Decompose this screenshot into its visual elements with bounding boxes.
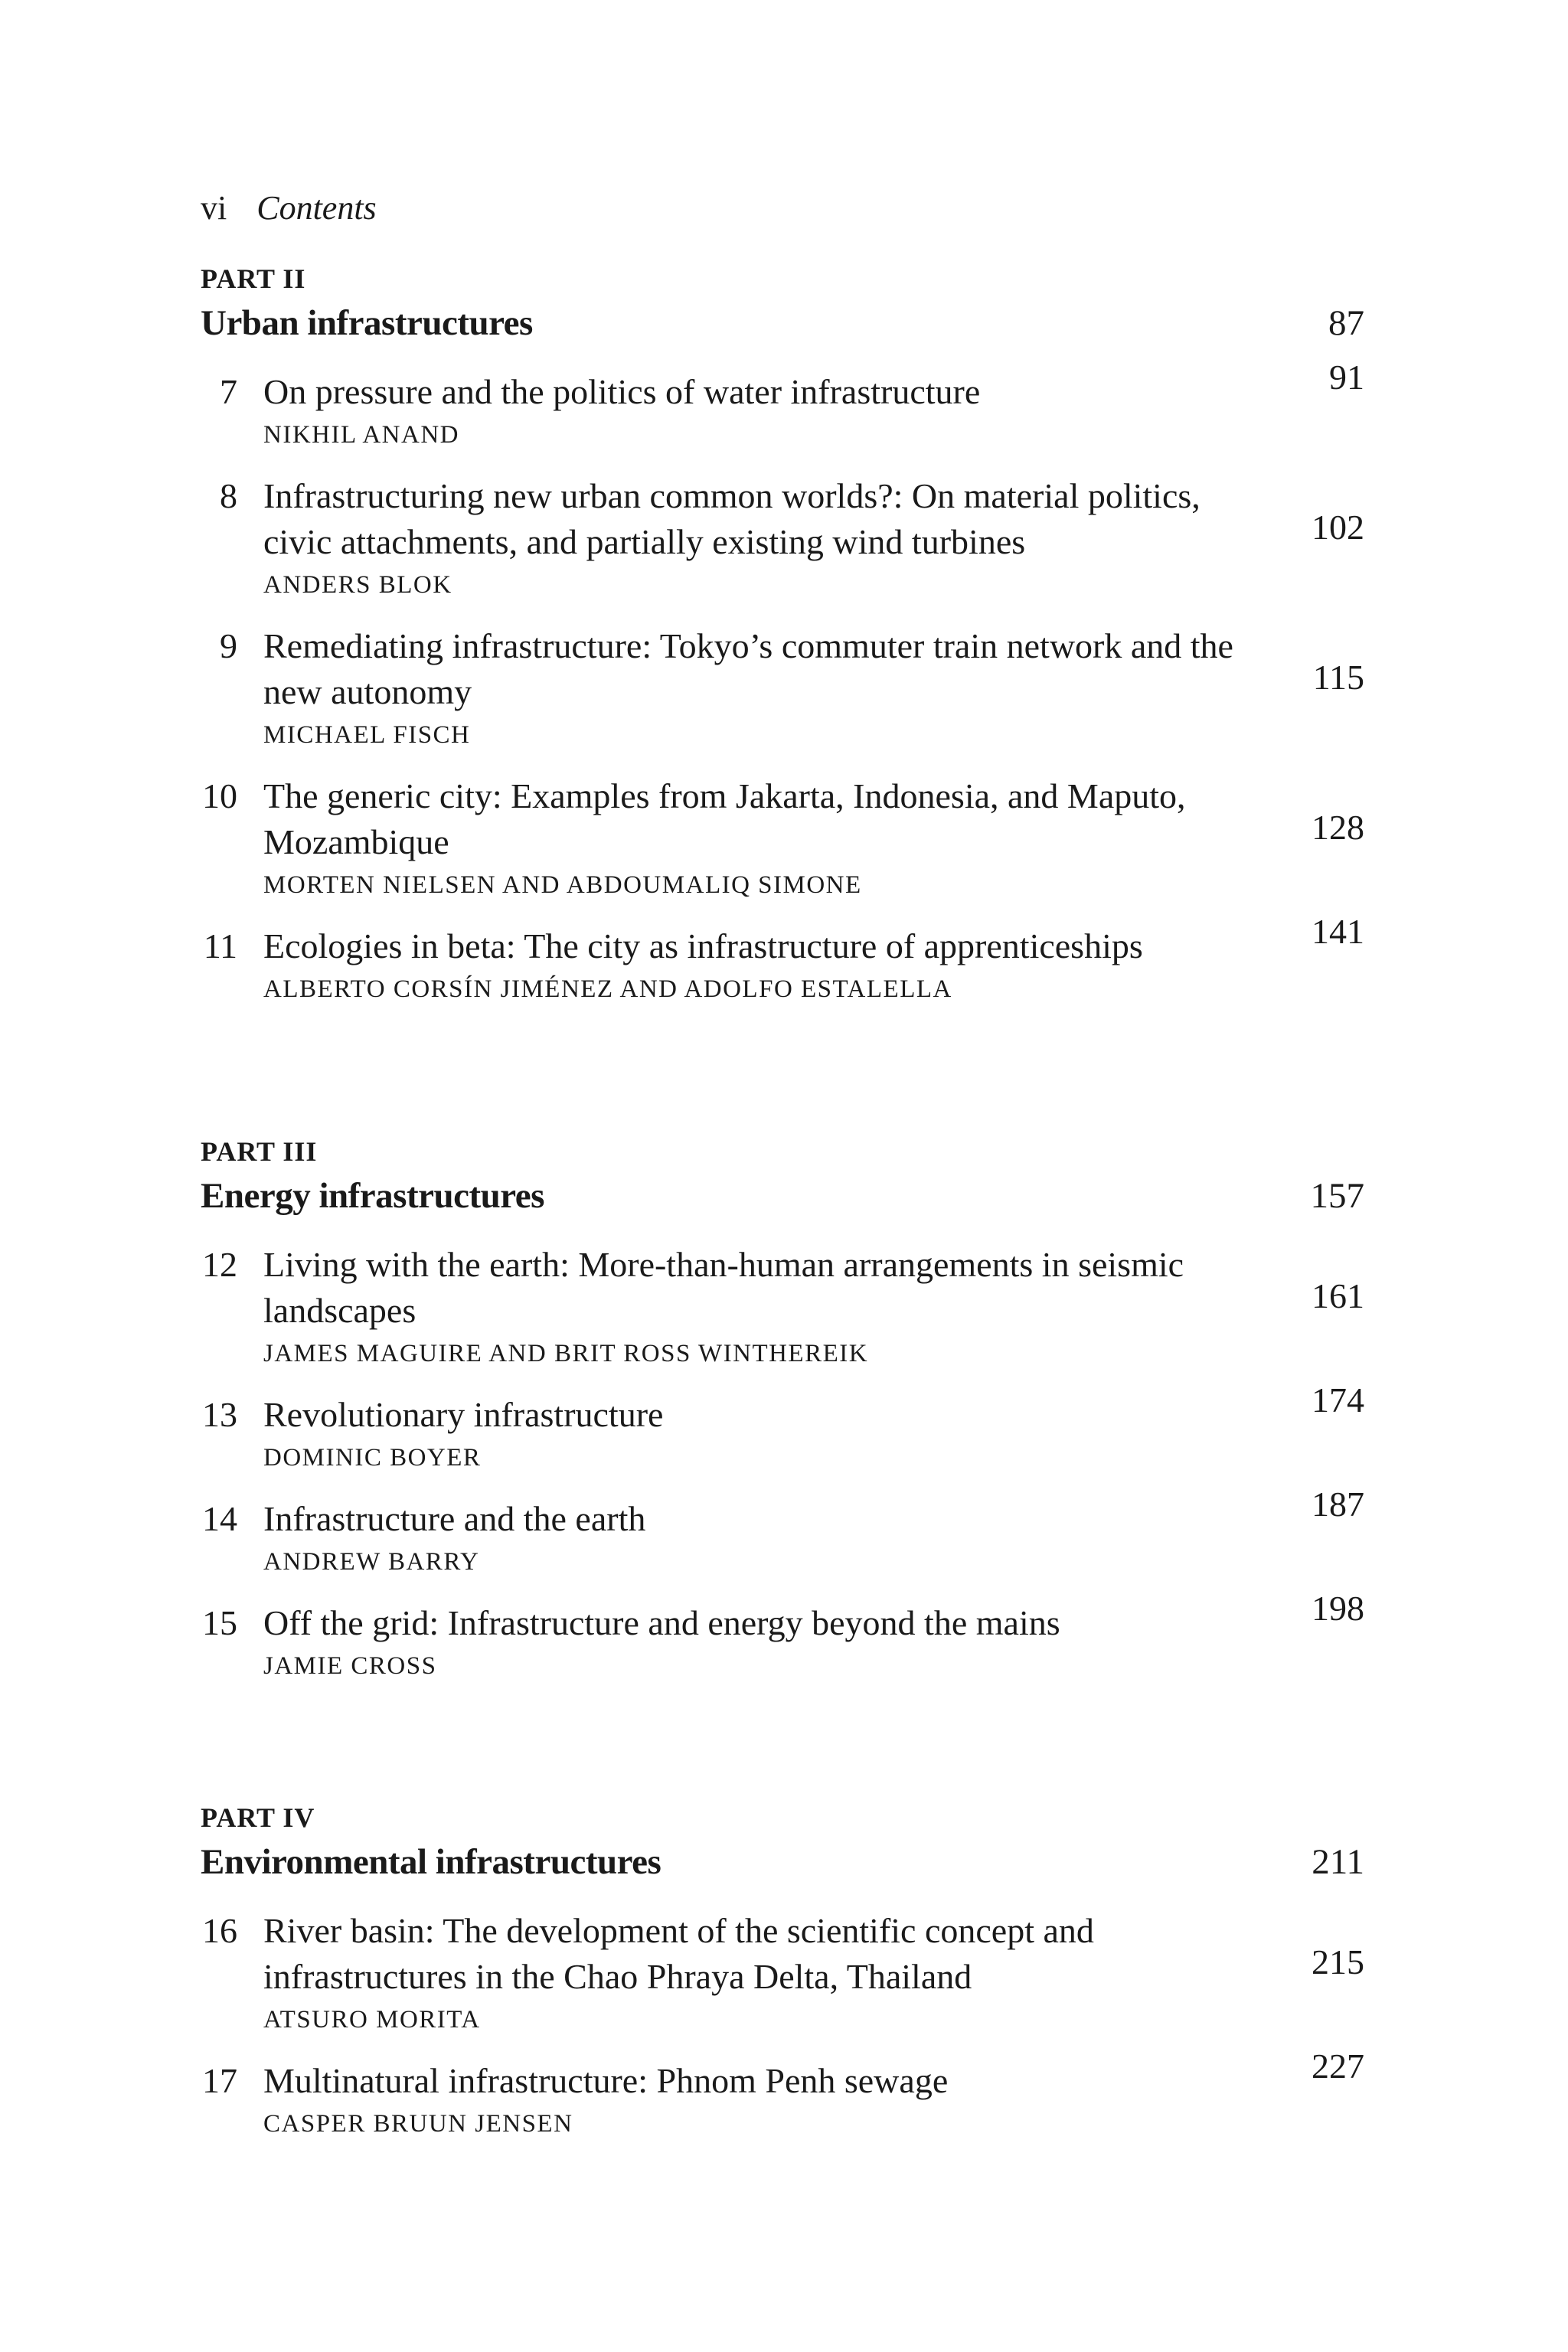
page-folio: vi [201,189,227,227]
part-heading [201,1839,1364,1885]
part-section [201,262,1364,1027]
chapter-page-number: 227 [1312,2047,1364,2086]
chapter-author: ALBERTO CORSÍN JIMÉNEZ AND ADOLFO ESTALELLA [263,975,952,1003]
chapter-page-number: 91 [1329,358,1364,397]
chapter-author: JAMES MAGUIRE AND BRIT ROSS WINTHEREIK [263,1340,869,1367]
chapter-title: Ecologies in beta: The city as infrastructure of apprenticeships [263,926,1143,965]
running-head [201,185,377,231]
chapter-title: The generic city: Examples from Jakarta, Indonesia, and Maputo, Mozambique [263,776,1186,861]
chapter-page-number: 128 [1312,808,1364,847]
chapter-title: Remediating infrastructure: Tokyo’s commuter train network and the new autonomy [263,626,1233,711]
toc-entry[interactable] [201,1589,1364,1681]
chapter-page-number: 198 [1312,1589,1364,1628]
toc-entry[interactable] [201,623,1364,750]
chapter-page-number: 161 [1312,1276,1364,1315]
chapter-number: 15 [202,1603,237,1642]
chapter-number: 9 [220,626,237,665]
chapter-page-number: 187 [1312,1485,1364,1524]
chapter-author: ANDERS BLOK [263,571,452,599]
chapter-author: NIKHIL ANAND [263,421,459,449]
part-label: PART IV [201,1802,315,1833]
chapter-page-number: 215 [1312,1942,1364,1981]
chapter-title: Living with the earth: More-than-human arrangements in seismic landscapes [263,1245,1184,1330]
chapter-page-number: 141 [1312,912,1364,951]
part-title: Environmental infrastructures [201,1842,662,1882]
running-head-title: Contents [256,189,377,227]
chapter-page-number: 102 [1312,508,1364,547]
chapter-title: Off the grid: Infrastructure and energy beyond the mains [263,1603,1060,1642]
chapter-number: 16 [202,1911,237,1950]
chapter-number: 13 [202,1395,237,1434]
toc-entry[interactable] [201,1380,1364,1473]
chapter-author: MORTEN NIELSEN AND ABDOUMALIQ SIMONE [263,871,862,899]
toc-entry[interactable] [201,473,1364,600]
chapter-number: 7 [220,372,237,411]
chapter-list [201,1242,1364,1681]
chapter-number: 12 [202,1245,237,1284]
chapter-page-number: 115 [1312,658,1364,697]
chapter-list [201,358,1364,1004]
chapter-title: Multinatural infrastructure: Phnom Penh sewage [263,2061,949,2100]
chapter-author: MICHAEL FISCH [263,721,471,749]
part-page-number: 211 [1312,1842,1364,1882]
toc-entry[interactable] [201,912,1364,1004]
chapter-author: ANDREW BARRY [263,1548,480,1576]
toc-entry[interactable] [201,773,1364,900]
chapter-author: CASPER BRUUN JENSEN [263,2110,573,2138]
chapter-title: Infrastructure and the earth [263,1499,646,1538]
toc-entry[interactable] [201,358,1364,450]
chapter-title: On pressure and the politics of water infrastructure [263,372,981,411]
chapter-number: 8 [220,476,237,515]
chapter-number: 11 [203,926,237,965]
part-page-number: 87 [1328,303,1364,343]
chapter-title: River basin: The development of the scientific concept and infrastructures in the Chao Phraya Delta, Thailand [263,1911,1094,1996]
toc-entry[interactable] [201,1485,1364,1577]
part-heading [201,300,1364,346]
part-heading [201,1173,1364,1219]
part-title: Energy infrastructures [201,1176,544,1216]
toc-entry[interactable] [201,1908,1364,2035]
part-section [201,1801,1364,2162]
chapter-author: DOMINIC BOYER [263,1444,482,1472]
part-section [201,1135,1364,1704]
toc-entry[interactable] [201,1242,1364,1369]
chapter-number: 14 [202,1499,237,1538]
chapter-list [201,1908,1364,2139]
part-title: Urban infrastructures [201,303,533,343]
chapter-author: JAMIE CROSS [263,1652,437,1680]
chapter-page-number: 174 [1312,1380,1364,1419]
chapter-title: Infrastructuring new urban common worlds?: On material politics, civic attachments, and partially existing wind turbines [263,476,1200,561]
chapter-title: Revolutionary infrastructure [263,1395,664,1434]
toc-entry[interactable] [201,2047,1364,2139]
chapter-number: 17 [202,2061,237,2100]
part-label: PART III [201,1136,318,1167]
part-label: PART II [201,263,306,294]
part-page-number: 157 [1310,1176,1364,1216]
chapter-number: 10 [202,776,237,815]
chapter-author: ATSURO MORITA [263,2006,481,2034]
